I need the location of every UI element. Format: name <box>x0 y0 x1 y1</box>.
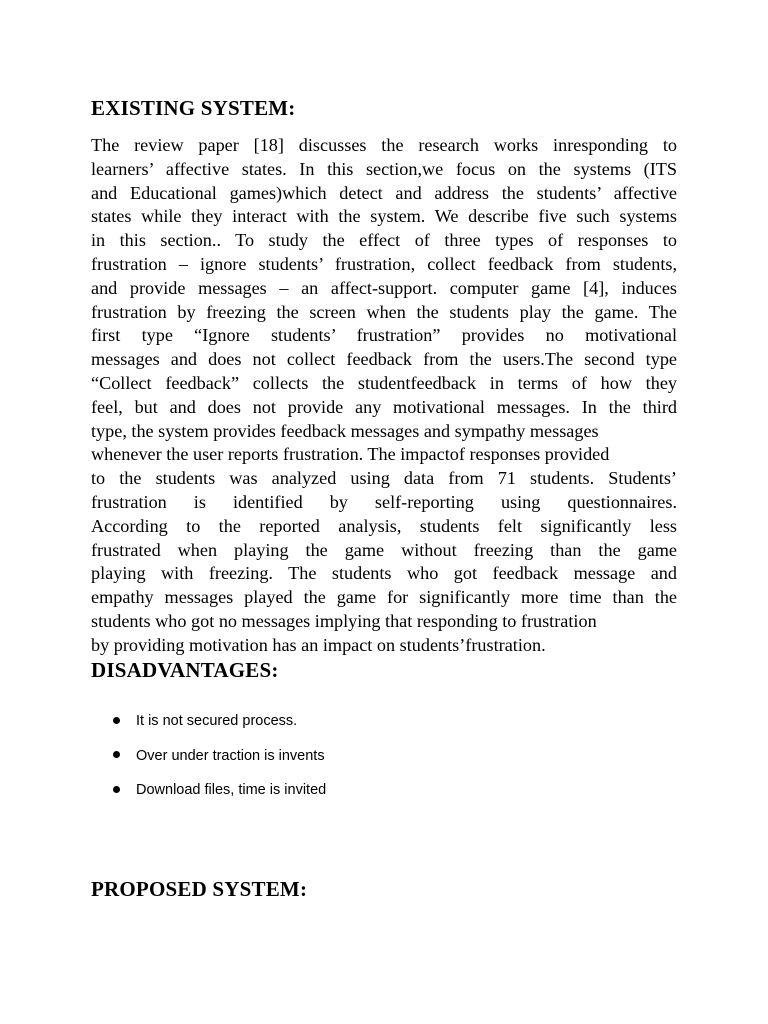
paragraph-line: to the students was analyzed using data from 71 students. Students’ <box>91 468 677 489</box>
paragraph-line: According to the reported analysis, students felt significantly less <box>91 515 677 536</box>
disadvantages-list <box>113 710 326 814</box>
paragraph-line: feel, but and does not provide any motivational messages. In the third <box>91 396 677 417</box>
paragraph-line: playing with freezing. The students who got feedback message and <box>91 563 677 584</box>
list-item-text: Download files, time is invited <box>136 782 327 798</box>
paragraph-line: “Collect feedback” collects the studentfeedback in terms of how they <box>91 372 677 393</box>
list-item <box>113 745 326 780</box>
existing-system-heading: EXISTING SYSTEM: <box>91 96 296 120</box>
paragraph-line: frustration by freezing the screen when the students play the game. The <box>91 301 677 322</box>
paragraph-line: states while they interact with the system. We describe five such systems <box>91 206 677 227</box>
paragraph-line: students who got no messages implying that responding to frustration <box>91 610 597 631</box>
list-item <box>113 779 326 814</box>
proposed-system-heading: PROPOSED SYSTEM: <box>91 877 308 901</box>
paragraph-line: empathy messages played the game for significantly more time than the <box>91 587 677 608</box>
paragraph-line: in this section.. To study the effect of three types of responses to <box>91 230 677 251</box>
paragraph-line: whenever the user reports frustration. The impactof responses provided <box>91 444 610 465</box>
paragraph-line: first type “Ignore students’ frustration” provides no motivational <box>91 325 677 346</box>
disadvantages-heading: DISADVANTAGES: <box>91 658 279 682</box>
list-item-text: Over under traction is invents <box>136 747 325 764</box>
paragraph-line: frustration – ignore students’ frustration, collect feedback from students, <box>91 253 677 274</box>
bullet-icon <box>113 717 120 724</box>
paragraph-line: type, the system provides feedback messages and sympathy messages <box>91 420 599 441</box>
paragraph-line: frustration is identified by self-reporting using questionnaires. <box>91 491 677 512</box>
paragraph-line: The review paper [18] discusses the research works inresponding to <box>91 135 677 155</box>
bullet-icon <box>113 786 120 793</box>
paragraph-line: by providing motivation has an impact on students’frustration. <box>91 634 546 655</box>
list-item <box>113 710 326 745</box>
existing-system-paragraph <box>91 134 677 658</box>
paragraph-line: messages and does not collect feedback from the users.The second type <box>91 349 677 370</box>
paragraph-line: frustrated when playing the game without freezing than the game <box>91 539 677 560</box>
paragraph-line: and Educational games)which detect and address the students’ affective <box>91 182 677 203</box>
paragraph-line: learners’ affective states. In this section,we focus on the systems (ITS <box>91 158 677 179</box>
bullet-icon <box>113 751 120 758</box>
list-item-text: It is not secured process. <box>136 713 298 729</box>
paragraph-line: and provide messages – an affect-support. computer game [4], induces <box>91 277 677 298</box>
